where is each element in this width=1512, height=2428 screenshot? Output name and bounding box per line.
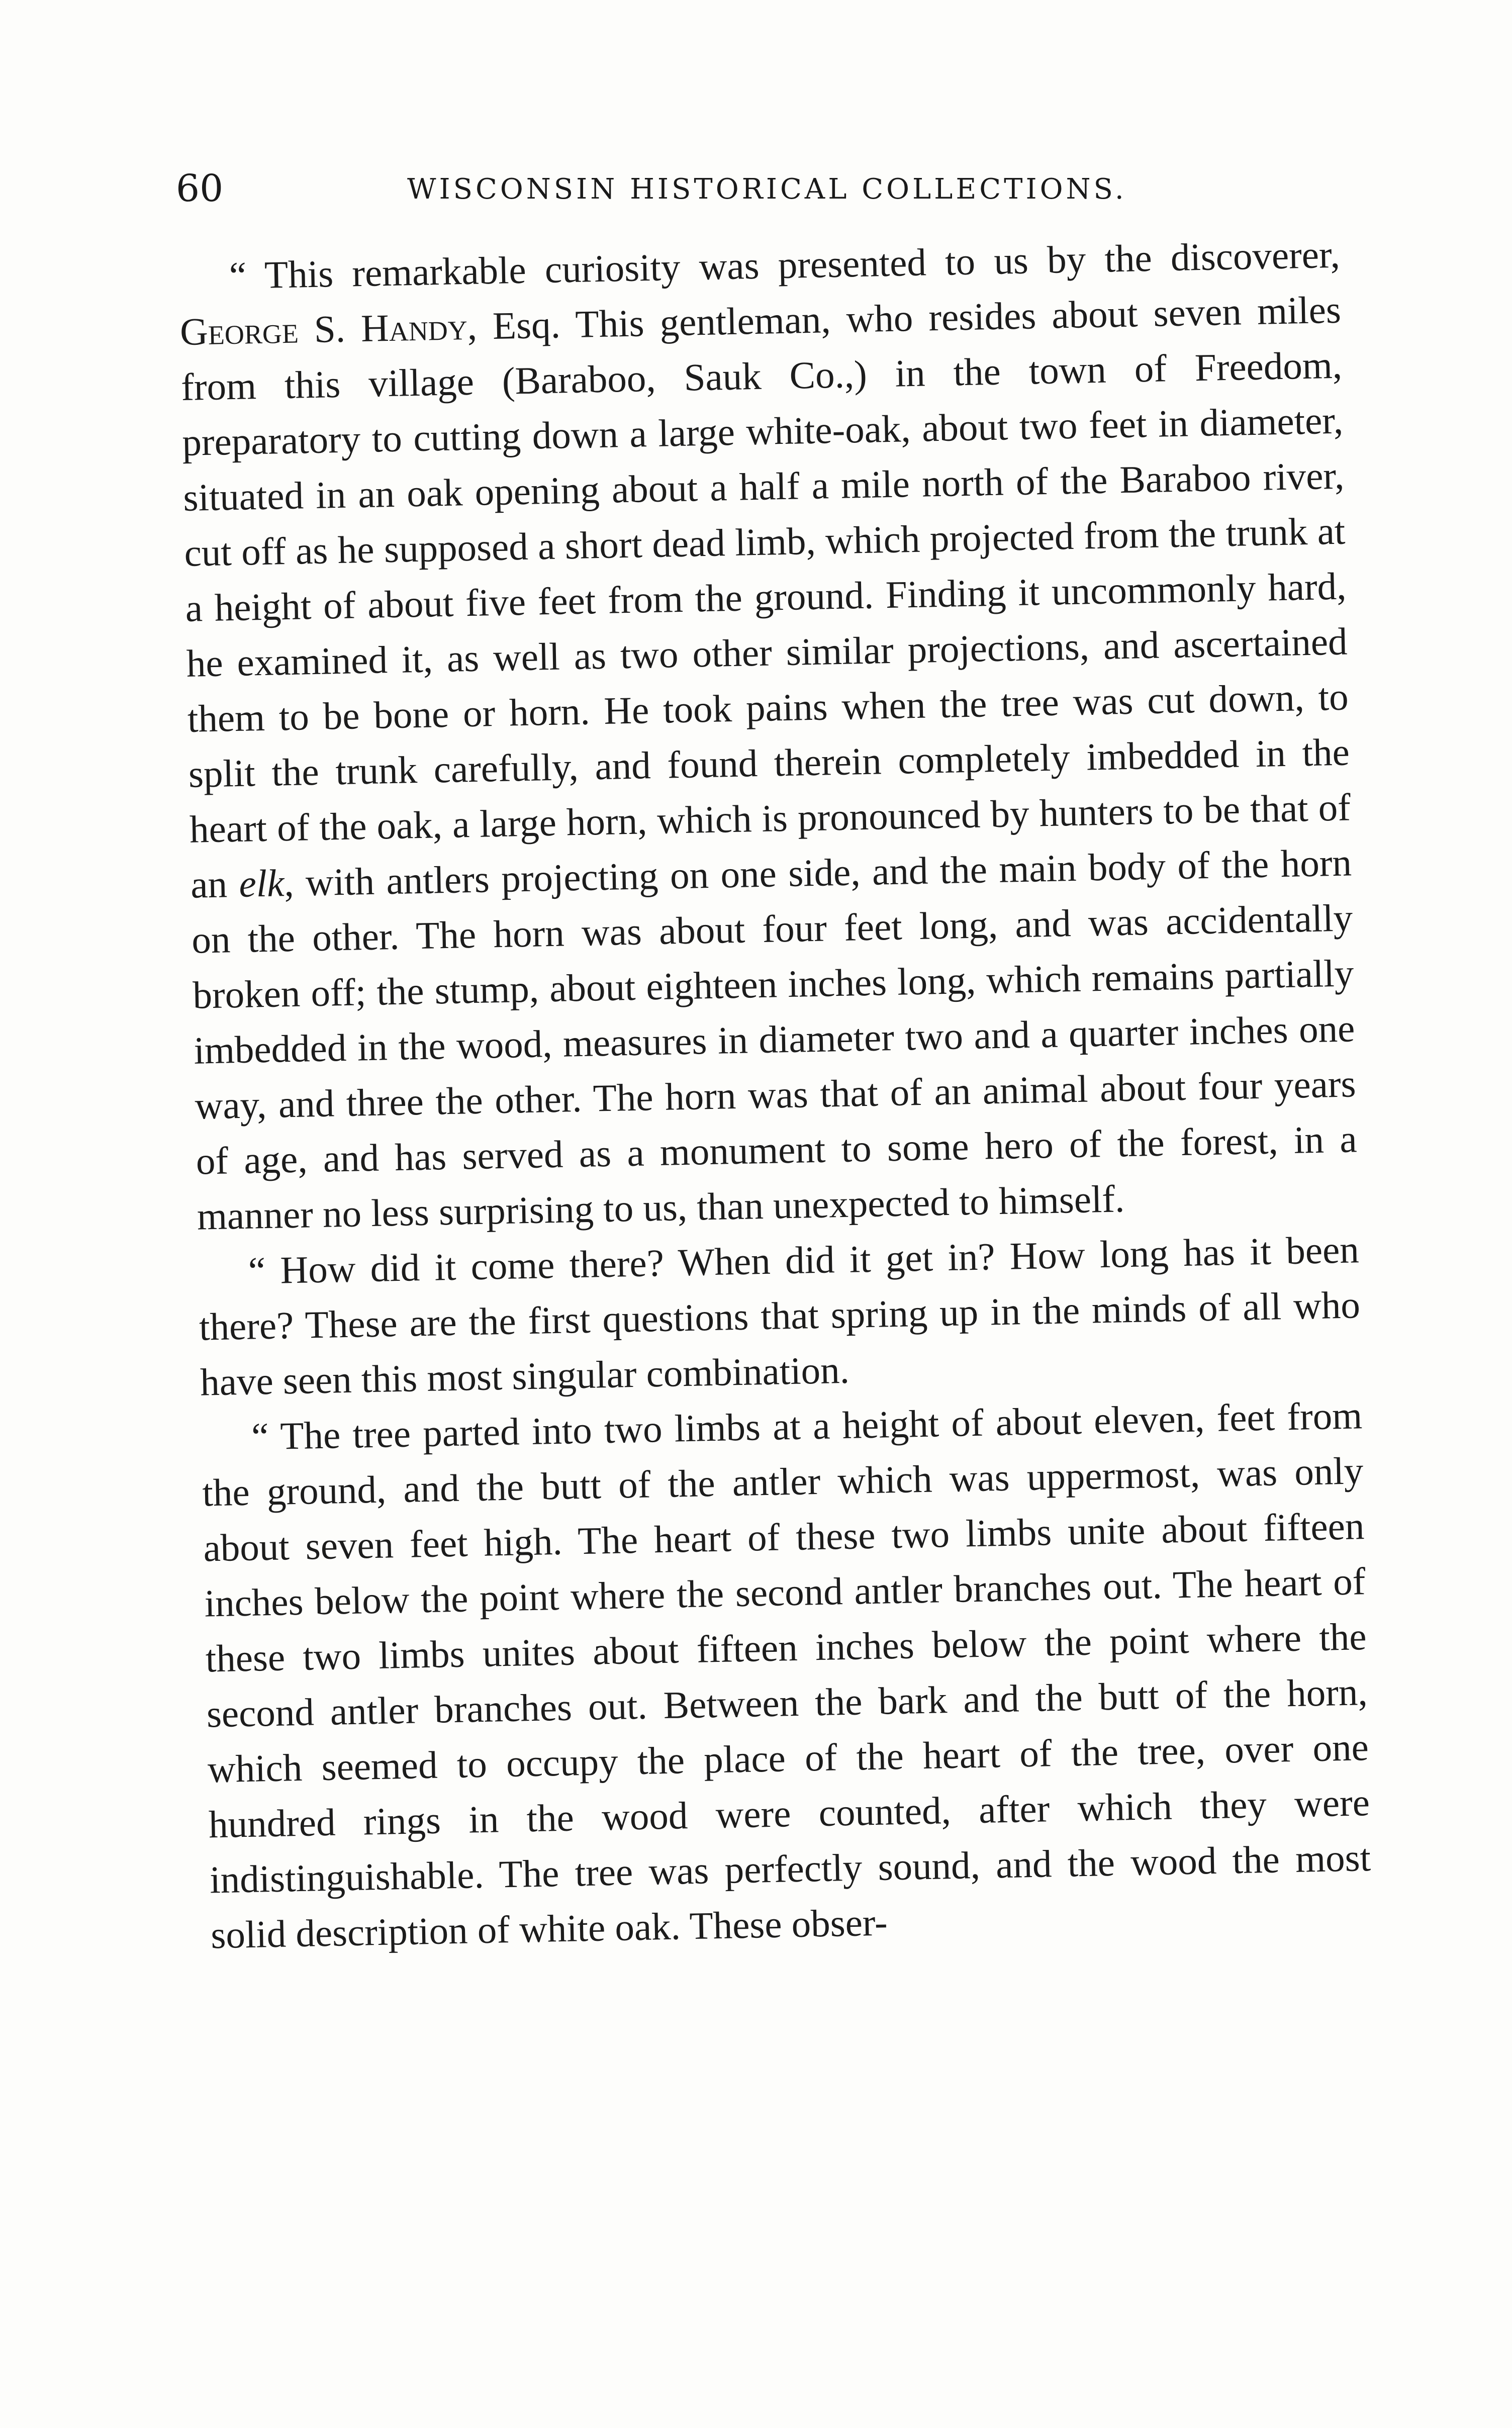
running-head [176,166,1357,211]
body-text [178,227,1372,1963]
italic-word: elk [238,861,285,905]
page-number: 60 [176,167,224,210]
paragraph-text: , Esq. This gentleman, who resides about seven miles from this village (Baraboo, Sauk Co.,) in the town of Freedom, preparatory to cutting down a large white-oak, about two feet in diameter, situated in an oak opening about a half a mile north of the Baraboo river, cut off as he supposed a short dead limb, which projected from the trunk at a height of about five feet from the ground. Finding it uncommonly hard, he examined it, as well as two other similar projections, and ascertained them to be bone or horn. He took pains when the tree was cut down, to split the trunk carefully, and found therein completely imbedded in the heart of the oak, a large horn, which is pronounced by hunters to be that of an [180,288,1351,906]
paragraph-text: , with antlers projecting on one side, and the main body of the horn on the other. The horn was about four feet long, and was accidentally broken off; the stump, about eighteen inches long, which remains partially imbedded in the wood, measures in diameter two and a quarter inches one way, and three the other. The horn was that of an animal about four years of age, and has served as a monument to some hero of the forest, in a manner no less surprising to us, than unexpected to himself. [191,841,1358,1238]
paragraph-questions: “ How did it come there? When did it get in? How long has it been there? These are the first questions that spring up in the minds of all who have seen this most singular combination. [199,1228,1361,1404]
paragraph-text: “ This remarkable curiosity was presented to us by the discoverer, [229,232,1341,298]
discoverer-name: George S. Handy [179,305,468,353]
running-title: WISCONSIN HISTORICAL COLLECTIONS. [407,173,1127,206]
paragraph-tree: “ The tree parted into two limbs at a height of about eleven, feet from the ground, and the butt of the antler which was uppermost, was only about seven feet high. The heart of these two limbs unite about fifteen inches below the point where the second antler branches out. The heart of these two limbs unites about fifteen inches below the point where the second antler branches out. Between the bark and the butt of the horn, which seemed to occupy the place of the heart of the tree, over one hundred rings in the wood were counted, after which they were indistinguishable. The tree was perfectly sound, and the wood the most solid description of white oak. These obser- [202,1393,1371,1957]
paragraph-curiosity [178,227,1359,1244]
